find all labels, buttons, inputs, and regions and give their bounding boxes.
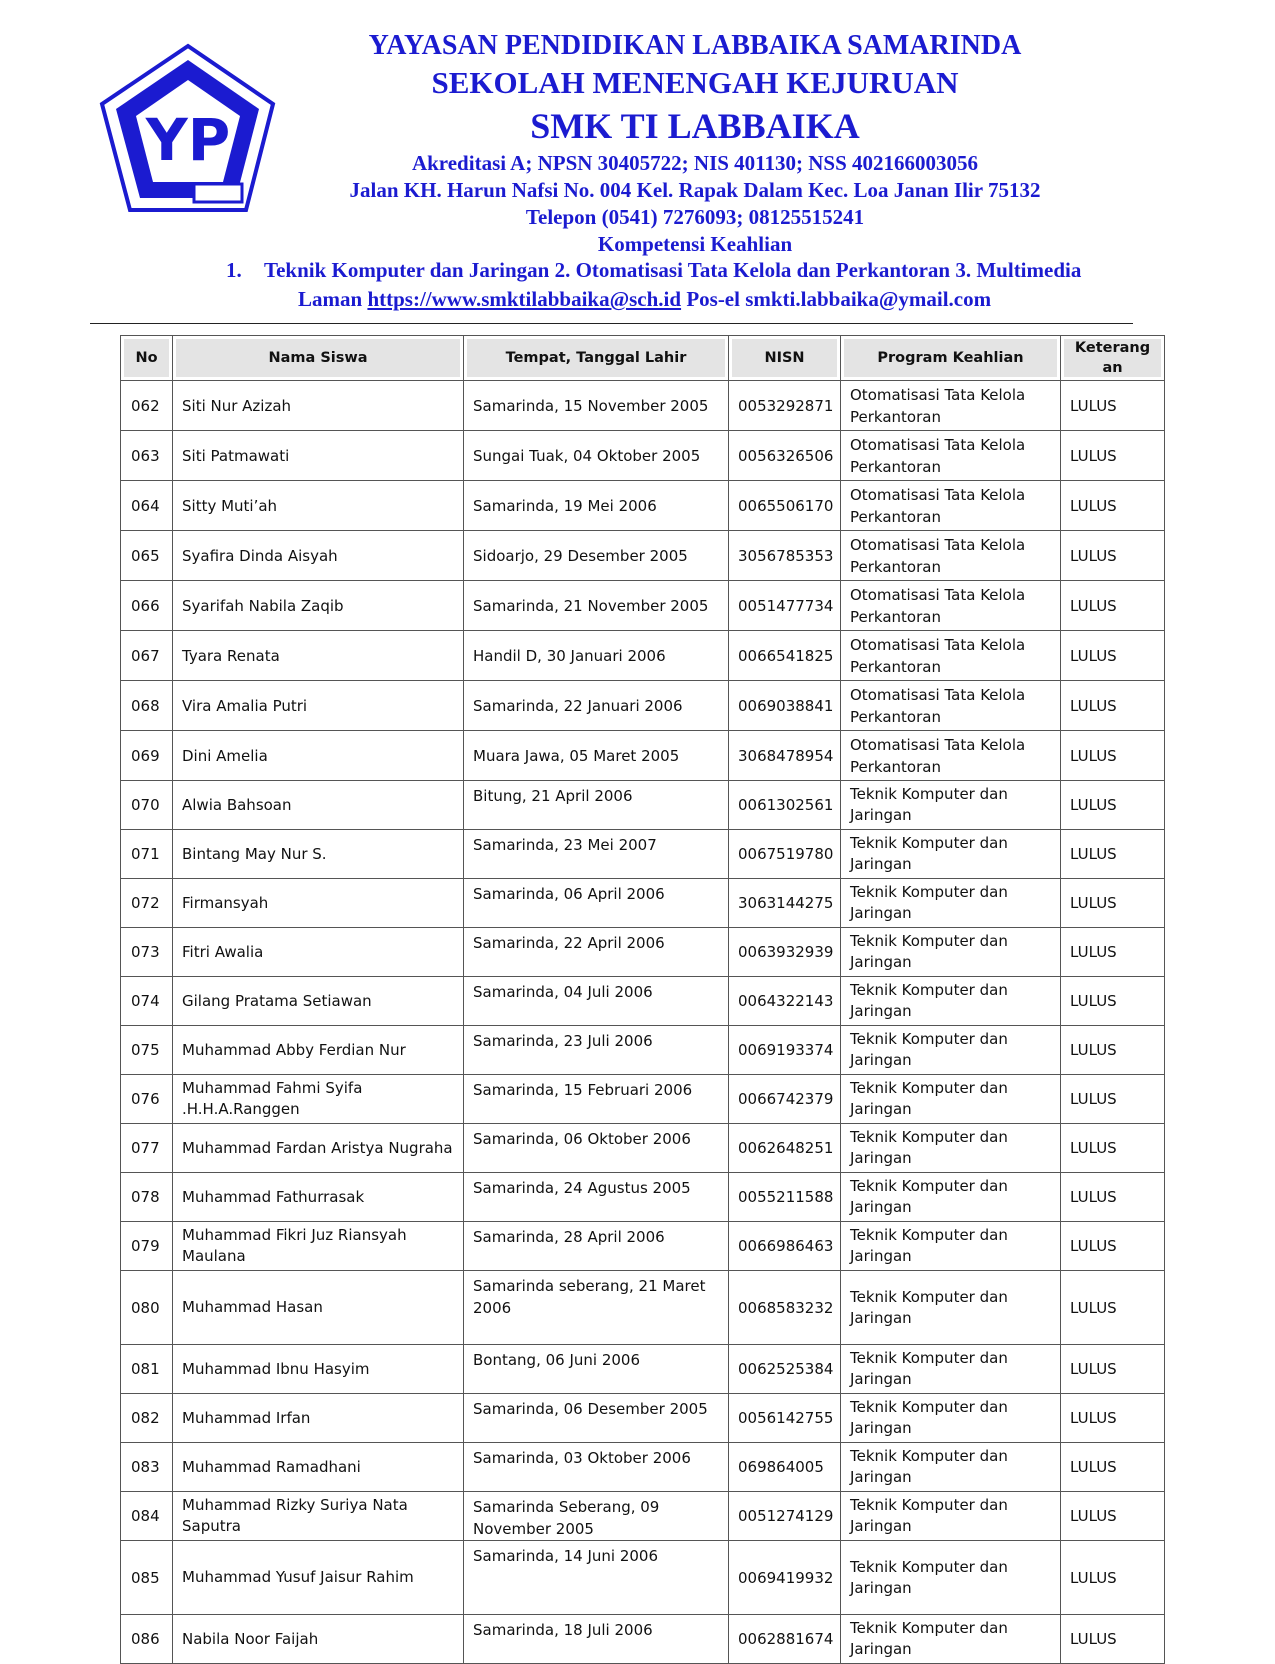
cell-no: 083 bbox=[121, 1443, 173, 1492]
competency-number: 1. bbox=[226, 258, 242, 282]
cell-program: Teknik Komputer dan Jaringan bbox=[841, 1541, 1061, 1615]
table-row bbox=[121, 1271, 1165, 1345]
table-row bbox=[121, 1394, 1165, 1443]
cell-status: LULUS bbox=[1061, 1075, 1165, 1124]
col-header-nisn: NISN bbox=[729, 336, 841, 381]
cell-nisn: 0062525384 bbox=[729, 1345, 841, 1394]
cell-name: Muhammad Yusuf Jaisur Rahim bbox=[173, 1541, 464, 1615]
cell-program: Otomatisasi Tata Kelola Perkantoran bbox=[841, 531, 1061, 581]
table-row bbox=[121, 381, 1165, 431]
cell-name: Syafira Dinda Aisyah bbox=[173, 531, 464, 581]
cell-birth: Samarinda, 23 Mei 2007 bbox=[464, 830, 729, 879]
cell-name: Muhammad Fardan Aristya Nugraha bbox=[173, 1124, 464, 1173]
cell-name: Dini Amelia bbox=[173, 731, 464, 781]
cell-status: LULUS bbox=[1061, 830, 1165, 879]
table-row bbox=[121, 681, 1165, 731]
cell-nisn: 3068478954 bbox=[729, 731, 841, 781]
contact-line bbox=[298, 286, 991, 313]
table-row bbox=[121, 1222, 1165, 1271]
table-row bbox=[121, 1443, 1165, 1492]
cell-birth: Handil D, 30 Januari 2006 bbox=[464, 631, 729, 681]
cell-status: LULUS bbox=[1061, 381, 1165, 431]
school-name: SMK TI LABBAIKA bbox=[530, 106, 860, 146]
cell-birth: Samarinda, 24 Agustus 2005 bbox=[464, 1173, 729, 1222]
cell-nisn: 0051274129 bbox=[729, 1492, 841, 1541]
cell-no: 077 bbox=[121, 1124, 173, 1173]
cell-no: 068 bbox=[121, 681, 173, 731]
cell-birth: Bontang, 06 Juni 2006 bbox=[464, 1345, 729, 1394]
cell-program: Teknik Komputer dan Jaringan bbox=[841, 1394, 1061, 1443]
cell-status: LULUS bbox=[1061, 431, 1165, 481]
school-logo bbox=[98, 42, 278, 214]
address: Jalan KH. Harun Nafsi No. 004 Kel. Rapak Dalam Kec. Loa Janan Ilir 75132 bbox=[349, 178, 1041, 202]
foundation-name: YAYASAN PENDIDIKAN LABBAIKA SAMARINDA bbox=[368, 30, 1022, 61]
cell-program: Teknik Komputer dan Jaringan bbox=[841, 1075, 1061, 1124]
accreditation: Akreditasi A; NPSN 30405722; NIS 401130; NSS 402166003056 bbox=[411, 151, 979, 175]
cell-program: Teknik Komputer dan Jaringan bbox=[841, 928, 1061, 977]
cell-birth: Samarinda, 21 November 2005 bbox=[464, 581, 729, 631]
table-row bbox=[121, 431, 1165, 481]
table-row bbox=[121, 1075, 1165, 1124]
cell-name: Sitty Muti’ah bbox=[173, 481, 464, 531]
table-row bbox=[121, 879, 1165, 928]
cell-program: Teknik Komputer dan Jaringan bbox=[841, 1026, 1061, 1075]
cell-status: LULUS bbox=[1061, 879, 1165, 928]
cell-program: Teknik Komputer dan Jaringan bbox=[841, 879, 1061, 928]
cell-name: Muhammad Abby Ferdian Nur bbox=[173, 1026, 464, 1075]
cell-program: Otomatisasi Tata Kelola Perkantoran bbox=[841, 581, 1061, 631]
cell-nisn: 0051477734 bbox=[729, 581, 841, 631]
cell-no: 082 bbox=[121, 1394, 173, 1443]
cell-birth: Samarinda seberang, 21 Maret 2006 bbox=[464, 1271, 729, 1345]
cell-nisn: 3063144275 bbox=[729, 879, 841, 928]
cell-status: LULUS bbox=[1061, 731, 1165, 781]
cell-status: LULUS bbox=[1061, 1345, 1165, 1394]
cell-no: 063 bbox=[121, 431, 173, 481]
cell-no: 085 bbox=[121, 1541, 173, 1615]
cell-name: Nabila Noor Faijah bbox=[173, 1615, 464, 1664]
cell-nisn: 0056326506 bbox=[729, 431, 841, 481]
cell-birth: Samarinda, 28 April 2006 bbox=[464, 1222, 729, 1271]
cell-no: 074 bbox=[121, 977, 173, 1026]
cell-program: Teknik Komputer dan Jaringan bbox=[841, 1615, 1061, 1664]
table-row bbox=[121, 1492, 1165, 1541]
cell-name: Gilang Pratama Setiawan bbox=[173, 977, 464, 1026]
cell-name: Syarifah Nabila Zaqib bbox=[173, 581, 464, 631]
cell-status: LULUS bbox=[1061, 928, 1165, 977]
cell-program: Otomatisasi Tata Kelola Perkantoran bbox=[841, 681, 1061, 731]
cell-nisn: 0056142755 bbox=[729, 1394, 841, 1443]
cell-program: Teknik Komputer dan Jaringan bbox=[841, 1345, 1061, 1394]
cell-name: Muhammad Fikri Juz Riansyah Maulana bbox=[173, 1222, 464, 1271]
cell-birth: Samarinda, 06 Oktober 2006 bbox=[464, 1124, 729, 1173]
cell-status: LULUS bbox=[1061, 1615, 1165, 1664]
logo-text: YP bbox=[145, 106, 231, 174]
cell-name: Muhammad Irfan bbox=[173, 1394, 464, 1443]
cell-nisn: 0064322143 bbox=[729, 977, 841, 1026]
cell-birth: Muara Jawa, 05 Maret 2005 bbox=[464, 731, 729, 781]
cell-program: Teknik Komputer dan Jaringan bbox=[841, 977, 1061, 1026]
cell-birth: Samarinda, 19 Mei 2006 bbox=[464, 481, 729, 531]
table-row bbox=[121, 1173, 1165, 1222]
email-label: Pos-el smkti.labbaika@ymail.com bbox=[686, 287, 992, 311]
graduation-table bbox=[120, 335, 1165, 1664]
cell-no: 080 bbox=[121, 1271, 173, 1345]
cell-nisn: 0069419932 bbox=[729, 1541, 841, 1615]
table-row bbox=[121, 531, 1165, 581]
cell-status: LULUS bbox=[1061, 1443, 1165, 1492]
cell-birth: Bitung, 21 April 2006 bbox=[464, 781, 729, 830]
cell-status: LULUS bbox=[1061, 1271, 1165, 1345]
cell-birth: Samarinda, 22 Januari 2006 bbox=[464, 681, 729, 731]
cell-nisn: 069864005 bbox=[729, 1443, 841, 1492]
cell-no: 078 bbox=[121, 1173, 173, 1222]
cell-name: Bintang May Nur S. bbox=[173, 830, 464, 879]
col-header-status: Keterang an bbox=[1061, 336, 1165, 381]
cell-birth: Samarinda, 14 Juni 2006 bbox=[464, 1541, 729, 1615]
cell-name: Fitri Awalia bbox=[173, 928, 464, 977]
cell-program: Otomatisasi Tata Kelola Perkantoran bbox=[841, 731, 1061, 781]
cell-nisn: 0065506170 bbox=[729, 481, 841, 531]
table-row bbox=[121, 1541, 1165, 1615]
table-row bbox=[121, 1026, 1165, 1075]
table-row bbox=[121, 781, 1165, 830]
cell-no: 065 bbox=[121, 531, 173, 581]
cell-name: Muhammad Fahmi Syifa .H.H.A.Ranggen bbox=[173, 1075, 464, 1124]
cell-birth: Sidoarjo, 29 Desember 2005 bbox=[464, 531, 729, 581]
table-row bbox=[121, 1615, 1165, 1664]
cell-status: LULUS bbox=[1061, 631, 1165, 681]
cell-program: Otomatisasi Tata Kelola Perkantoran bbox=[841, 481, 1061, 531]
cell-name: Vira Amalia Putri bbox=[173, 681, 464, 731]
cell-name: Siti Nur Azizah bbox=[173, 381, 464, 431]
cell-name: Muhammad Ibnu Hasyim bbox=[173, 1345, 464, 1394]
table-row bbox=[121, 830, 1165, 879]
letterhead bbox=[290, 28, 1100, 258]
cell-program: Teknik Komputer dan Jaringan bbox=[841, 1271, 1061, 1345]
table-row bbox=[121, 1124, 1165, 1173]
cell-birth: Sungai Tuak, 04 Oktober 2005 bbox=[464, 431, 729, 481]
cell-name: Firmansyah bbox=[173, 879, 464, 928]
cell-nisn: 0069038841 bbox=[729, 681, 841, 731]
cell-status: LULUS bbox=[1061, 1026, 1165, 1075]
cell-program: Teknik Komputer dan Jaringan bbox=[841, 1124, 1061, 1173]
table-row bbox=[121, 977, 1165, 1026]
cell-status: LULUS bbox=[1061, 1173, 1165, 1222]
cell-no: 075 bbox=[121, 1026, 173, 1075]
table-row bbox=[121, 731, 1165, 781]
cell-status: LULUS bbox=[1061, 681, 1165, 731]
cell-program: Teknik Komputer dan Jaringan bbox=[841, 830, 1061, 879]
cell-nisn: 0062881674 bbox=[729, 1615, 841, 1664]
cell-nisn: 0068583232 bbox=[729, 1271, 841, 1345]
col-header-no: No bbox=[121, 336, 173, 381]
cell-nisn: 3056785353 bbox=[729, 531, 841, 581]
cell-status: LULUS bbox=[1061, 977, 1165, 1026]
cell-no: 071 bbox=[121, 830, 173, 879]
phone: Telepon (0541) 7276093; 08125515241 bbox=[525, 205, 865, 229]
cell-status: LULUS bbox=[1061, 1492, 1165, 1541]
cell-status: LULUS bbox=[1061, 581, 1165, 631]
cell-name: Tyara Renata bbox=[173, 631, 464, 681]
cell-status: LULUS bbox=[1061, 481, 1165, 531]
cell-birth: Samarinda, 06 April 2006 bbox=[464, 879, 729, 928]
cell-birth: Samarinda, 15 Februari 2006 bbox=[464, 1075, 729, 1124]
col-header-birth: Tempat, Tanggal Lahir bbox=[464, 336, 729, 381]
col-header-name: Nama Siswa bbox=[173, 336, 464, 381]
cell-nisn: 0053292871 bbox=[729, 381, 841, 431]
cell-no: 070 bbox=[121, 781, 173, 830]
cell-status: LULUS bbox=[1061, 1541, 1165, 1615]
cell-program: Otomatisasi Tata Kelola Perkantoran bbox=[841, 631, 1061, 681]
cell-birth: Samarinda, 06 Desember 2005 bbox=[464, 1394, 729, 1443]
cell-nisn: 0063932939 bbox=[729, 928, 841, 977]
cell-program: Teknik Komputer dan Jaringan bbox=[841, 781, 1061, 830]
table-row bbox=[121, 631, 1165, 681]
school-type: SEKOLAH MENENGAH KEJURUAN bbox=[431, 65, 959, 100]
cell-no: 076 bbox=[121, 1075, 173, 1124]
cell-nisn: 0055211588 bbox=[729, 1173, 841, 1222]
cell-no: 086 bbox=[121, 1615, 173, 1664]
cell-no: 079 bbox=[121, 1222, 173, 1271]
cell-program: Teknik Komputer dan Jaringan bbox=[841, 1443, 1061, 1492]
cell-no: 067 bbox=[121, 631, 173, 681]
table-row bbox=[121, 581, 1165, 631]
cell-no: 062 bbox=[121, 381, 173, 431]
table-row bbox=[121, 1345, 1165, 1394]
cell-program: Teknik Komputer dan Jaringan bbox=[841, 1222, 1061, 1271]
website-link[interactable]: https://www.smktilabbaika@sch.id bbox=[367, 287, 682, 311]
cell-no: 069 bbox=[121, 731, 173, 781]
table-header-row bbox=[121, 336, 1165, 381]
cell-no: 064 bbox=[121, 481, 173, 531]
cell-name: Siti Patmawati bbox=[173, 431, 464, 481]
cell-birth: Samarinda, 04 Juli 2006 bbox=[464, 977, 729, 1026]
cell-status: LULUS bbox=[1061, 781, 1165, 830]
cell-nisn: 0062648251 bbox=[729, 1124, 841, 1173]
cell-name: Muhammad Hasan bbox=[173, 1271, 464, 1345]
cell-nisn: 0069193374 bbox=[729, 1026, 841, 1075]
table-row bbox=[121, 481, 1165, 531]
cell-birth: Samarinda Seberang, 09 November 2005 bbox=[464, 1492, 729, 1541]
cell-nisn: 0061302561 bbox=[729, 781, 841, 830]
cell-no: 072 bbox=[121, 879, 173, 928]
cell-no: 073 bbox=[121, 928, 173, 977]
competencies: Teknik Komputer dan Jaringan 2. Otomatisasi Tata Kelola dan Perkantoran 3. Multimedia bbox=[264, 258, 1082, 282]
cell-no: 081 bbox=[121, 1345, 173, 1394]
web-label: Laman bbox=[298, 287, 363, 311]
cell-no: 084 bbox=[121, 1492, 173, 1541]
cell-name: Alwia Bahsoan bbox=[173, 781, 464, 830]
col-header-program: Program Keahlian bbox=[841, 336, 1061, 381]
cell-name: Muhammad Ramadhani bbox=[173, 1443, 464, 1492]
cell-nisn: 0067519780 bbox=[729, 830, 841, 879]
cell-birth: Samarinda, 15 November 2005 bbox=[464, 381, 729, 431]
cell-birth: Samarinda, 03 Oktober 2006 bbox=[464, 1443, 729, 1492]
cell-status: LULUS bbox=[1061, 531, 1165, 581]
cell-name: Muhammad Rizky Suriya Nata Saputra bbox=[173, 1492, 464, 1541]
cell-status: LULUS bbox=[1061, 1394, 1165, 1443]
cell-birth: Samarinda, 22 April 2006 bbox=[464, 928, 729, 977]
cell-birth: Samarinda, 23 Juli 2006 bbox=[464, 1026, 729, 1075]
competency-title: Kompetensi Keahlian bbox=[597, 232, 793, 256]
cell-nisn: 0066742379 bbox=[729, 1075, 841, 1124]
cell-status: LULUS bbox=[1061, 1222, 1165, 1271]
table-row bbox=[121, 928, 1165, 977]
cell-no: 066 bbox=[121, 581, 173, 631]
cell-birth: Samarinda, 18 Juli 2006 bbox=[464, 1615, 729, 1664]
cell-program: Otomatisasi Tata Kelola Perkantoran bbox=[841, 431, 1061, 481]
cell-status: LULUS bbox=[1061, 1124, 1165, 1173]
cell-name: Muhammad Fathurrasak bbox=[173, 1173, 464, 1222]
cell-nisn: 0066541825 bbox=[729, 631, 841, 681]
cell-program: Teknik Komputer dan Jaringan bbox=[841, 1492, 1061, 1541]
cell-program: Teknik Komputer dan Jaringan bbox=[841, 1173, 1061, 1222]
cell-program: Otomatisasi Tata Kelola Perkantoran bbox=[841, 381, 1061, 431]
header-divider bbox=[90, 323, 1133, 324]
cell-nisn: 0066986463 bbox=[729, 1222, 841, 1271]
